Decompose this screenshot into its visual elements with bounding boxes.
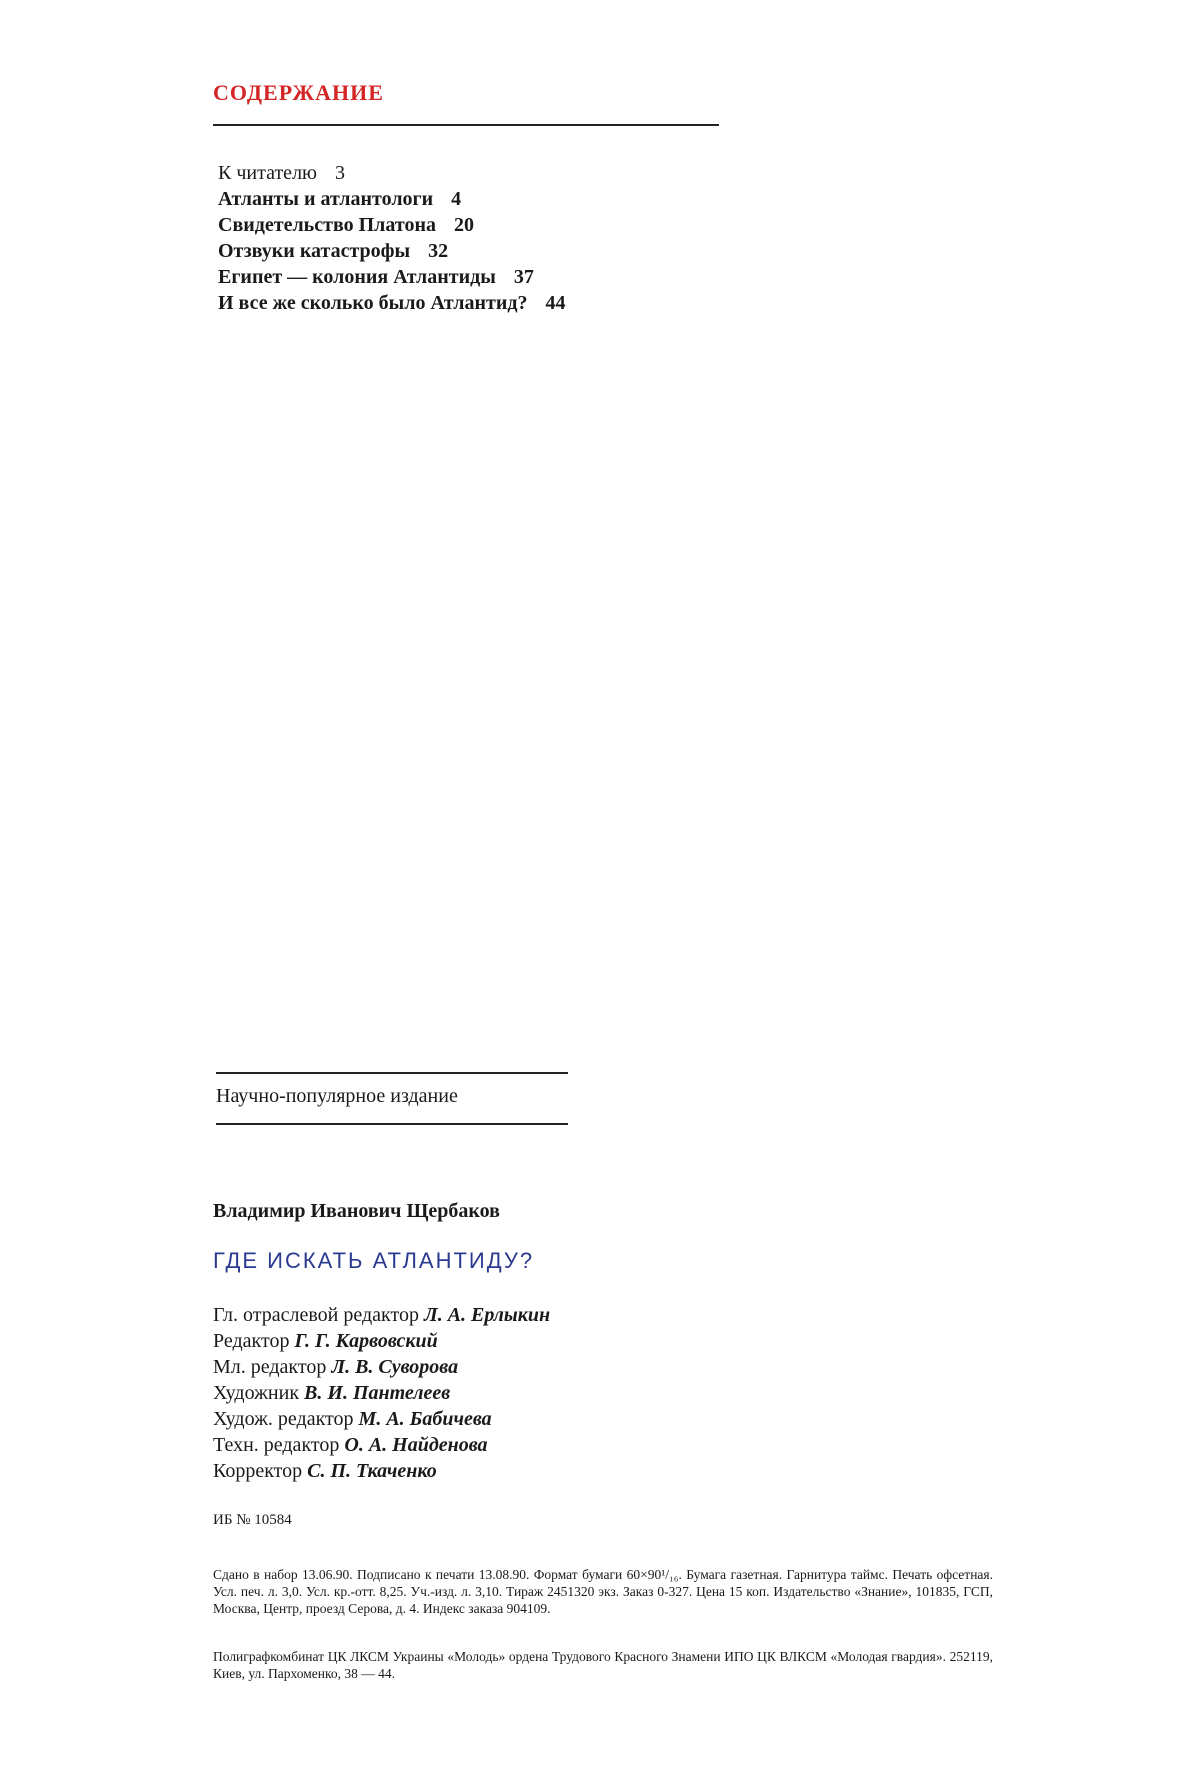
contents-item-label: Атланты и атлантологи [218, 188, 434, 210]
credit-name: С. П. Ткаченко [307, 1460, 437, 1482]
contents-item [218, 238, 565, 264]
contents-item-page: 44 [545, 292, 566, 314]
contents-item [218, 160, 565, 186]
contents-title: СОДЕРЖАНИЕ [213, 80, 384, 105]
edition-type: Научно-популярное издание [216, 1085, 458, 1107]
credit-role: Гл. отраслевой редактор [213, 1304, 419, 1326]
credit-role: Редактор [213, 1330, 290, 1352]
credit-line [213, 1458, 550, 1484]
printer-paragraph: Полиграфкомбинат ЦК ЛКСМ Украины «Молодь» ордена Трудового Красного Знамени ИПО ЦК ВЛКСМ «Молодая гвардия». 252119, Киев, ул. Пархоменко, 38 — 44. [213, 1649, 993, 1681]
contents-item-page: 37 [513, 266, 534, 288]
contents-item-page: 4 [451, 188, 462, 210]
edition-divider-bottom [216, 1123, 568, 1125]
credit-line [213, 1380, 550, 1406]
edition-divider-top [216, 1072, 568, 1074]
contents-item-label: Отзвуки катастрофы [218, 240, 411, 262]
credit-name: М. А. Бабичева [358, 1408, 492, 1430]
credit-role: Художник [213, 1382, 300, 1404]
credit-name: Л. А. Ерлыкин [423, 1304, 551, 1326]
credit-name: Л. В. Суворова [331, 1356, 459, 1378]
contents-list [218, 160, 565, 316]
credit-line [213, 1406, 550, 1432]
credit-name: Г. Г. Карвовский [294, 1330, 438, 1352]
credit-name: В. И. Пантелеев [304, 1382, 451, 1404]
contents-divider [213, 124, 719, 126]
credit-line [213, 1328, 550, 1354]
credit-line [213, 1302, 550, 1328]
contents-item-label: Свидетельство Платона [218, 214, 436, 236]
contents-item-label: И все же сколько было Атлантид? [218, 292, 528, 314]
contents-item-page: 3 [334, 162, 345, 184]
author-name: Владимир Иванович Щербаков [213, 1200, 500, 1222]
contents-item [218, 264, 565, 290]
credit-role: Мл. редактор [213, 1356, 327, 1378]
credit-line [213, 1432, 550, 1458]
contents-item-page: 20 [453, 214, 474, 236]
contents-item [218, 212, 565, 238]
contents-item [218, 186, 565, 212]
credits-list [213, 1302, 550, 1484]
credit-name: О. А. Найденова [344, 1434, 488, 1456]
contents-item-label: Египет — колония Атлантиды [218, 266, 496, 288]
credit-role: Худож. редактор [213, 1408, 354, 1430]
credit-role: Техн. редактор [213, 1434, 340, 1456]
credit-role: Корректор [213, 1460, 303, 1482]
ib-number: ИБ № 10584 [213, 1512, 292, 1528]
contents-item-label: К читателю [218, 162, 317, 184]
contents-item-page: 32 [428, 240, 449, 262]
contents-item [218, 290, 565, 316]
imprint-paragraph: Сдано в набор 13.06.90. Подписано к печати 13.08.90. Формат бумаги 60×90¹/₁₆. Бумага газетная. Гарнитура таймс. Печать офсетная. Усл. печ. л. 3,0. Усл. кр.-отт. 8,25. Уч.-изд. л. 3,10. Тираж 2451320 экз. Заказ 0-327. Цена 15 коп. Издательство «Знание», 101835, ГСП, Москва, Центр, проезд Серова, д. 4. Индекс заказа 904109. [213, 1567, 993, 1616]
book-title: ГДЕ ИСКАТЬ АТЛАНТИДУ? [213, 1248, 535, 1273]
credit-line [213, 1354, 550, 1380]
